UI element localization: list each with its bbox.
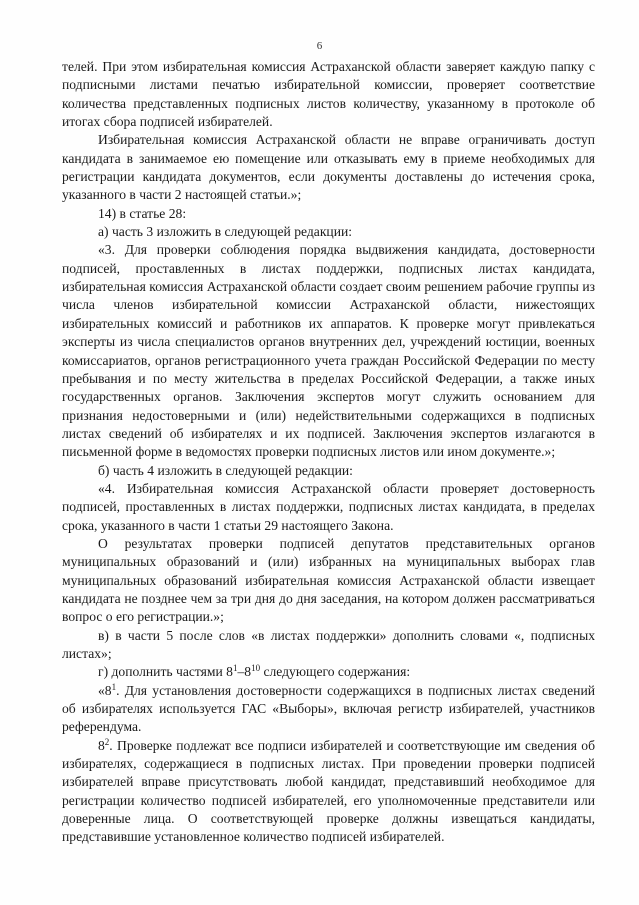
- document-body: [62, 58, 595, 847]
- paragraph-part-8-2: [62, 737, 595, 847]
- paragraph-results: О результатах проверки подписей депутатов представительных органов муниципальных образований и (или) избранных на муниципальных выборах глав муниципальных образований избирательная комиссия Астраханской области извещает кандидата не позднее чем за три дня до дня заседания, на котором должен рассматриваться вопрос о его регистрации.»;: [62, 535, 595, 625]
- paragraph-item-g: [62, 663, 595, 681]
- part-8-1-text: . Для установления достоверности содержащихся в подписных листах сведений об избирателях используется ГАС «Выборы», включая регистр избирателей, участников референдума.: [62, 682, 595, 735]
- part-8-2-lead: 8: [98, 737, 105, 753]
- part-8-1-lead: «8: [98, 682, 112, 698]
- paragraph-access: Избирательная комиссия Астраханской области не вправе ограничивать доступ кандидата в занимаемое ею помещение или отказывать ему в приеме необходимых для регистрации кандидата документов, если документы доставлены до истечения срока, указанного в части 2 настоящей статьи.»;: [62, 132, 595, 203]
- part-8-1-sup: 1: [111, 681, 117, 692]
- paragraph-part-4: «4. Избирательная комиссия Астраханской области проверяет достоверность подписей, проставленных в листах поддержки, подписных листах кандидата, в пределах срока, указанного в части 1 статьи 29 настоящего Закона.: [62, 480, 595, 533]
- part-8-2-sup: 2: [104, 736, 110, 747]
- item-g-lead: г) дополнить частями 8: [98, 664, 233, 680]
- item-g-dash: –8: [237, 664, 252, 680]
- paragraph-continuation: телей. При этом избирательная комиссия Астраханской области заверяет каждую папку с подписными листами печатью избирательной комиссии, проверяет соответствие количества представленных подписных листов количеству, указанному в протоколе об итогах сбора подписей избирателей.: [62, 59, 595, 130]
- paragraph-item-v: в) в части 5 после слов «в листах поддержки» дополнить словами «, подписных листах»;: [62, 627, 595, 661]
- item-g-sup-a: 1: [232, 663, 238, 674]
- paragraph-item-14: 14) в статье 28:: [98, 205, 187, 221]
- paragraph-item-a: а) часть 3 изложить в следующей редакции:: [98, 224, 353, 240]
- paragraph-part-8-1: [62, 682, 595, 737]
- paragraph-part-3: «3. Для проверки соблюдения порядка выдвижения кандидата, достоверности подписей, проставленных в листах поддержки, подписных листах кандидата, избирательная комиссия Астраханской области создает своим решением рабочие группы из числа членов избирательной комиссии Астраханской области, нижестоящих избирательных комиссий и работников их аппаратов. К проверке могут привлекаться эксперты из числа специалистов органов внутренних дел, учреждений юстиции, военных комиссариатов, органов регистрационного учета граждан Российской Федерации по месту пребывания и по месту жительства в пределах Российской Федерации, а также иных государственных органов. Заключения экспертов могут служить основанием для признания недостоверными и (или) недействительными содержащихся в подписных листах сведений об избирателях и их подписей. Заключения экспертов излагаются в письменной форме в ведомостях проверки подписных листов или ином документе.»;: [62, 242, 595, 460]
- item-g-tail: следующего содержания:: [260, 664, 411, 680]
- item-g-sup-b: 10: [251, 663, 261, 674]
- paragraph-item-b: б) часть 4 изложить в следующей редакции:: [98, 462, 353, 478]
- page-number: 6: [316, 40, 323, 52]
- part-8-2-text: . Проверке подлежат все подписи избирателей и соответствующие им сведения об избирателях, содержащиеся в подписных листах. При проведении проверки подписей избирателей вправе присутствовать любой кандидат, представивший необходимое для регистрации количество подписей избирателей, его уполномоченные представители или доверенные лица. О соответствующей проверке должны извещаться кандидаты, представившие установленное количество подписей избирателей.: [62, 737, 595, 845]
